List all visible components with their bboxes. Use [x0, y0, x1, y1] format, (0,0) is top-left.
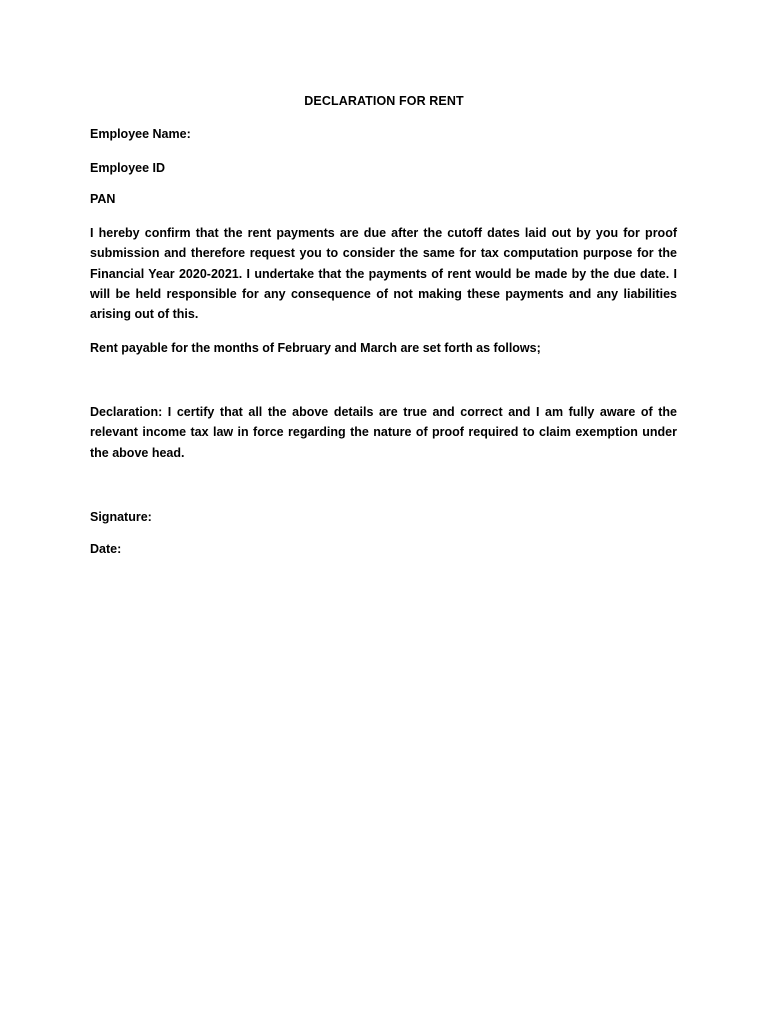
pan-label: PAN — [90, 192, 116, 206]
declaration-paragraph: Declaration: I certify that all the above details are true and correct and I am fully aware of the relevant income tax law in force regarding the nature of proof required to claim exemption under the above head. — [90, 405, 677, 460]
confirmation-paragraph: I hereby confirm that the rent payments are due after the cutoff dates laid out by you for proof submission and therefore request you to consider the same for tax computation purpose for the Financial Year 2020-2021. I undertake that the payments of rent would be made by the due date. I will be held responsible for any consequence of not making these payments and any liabilities arising out of this. — [90, 226, 677, 322]
signature-label: Signature: — [90, 510, 152, 524]
employee-name-label: Employee Name: — [90, 127, 191, 141]
document-title: DECLARATION FOR RENT — [304, 94, 464, 108]
rent-payable-line: Rent payable for the months of February and March are set forth as follows; — [90, 341, 541, 355]
date-label: Date: — [90, 542, 122, 556]
employee-id-label: Employee ID — [90, 161, 166, 175]
